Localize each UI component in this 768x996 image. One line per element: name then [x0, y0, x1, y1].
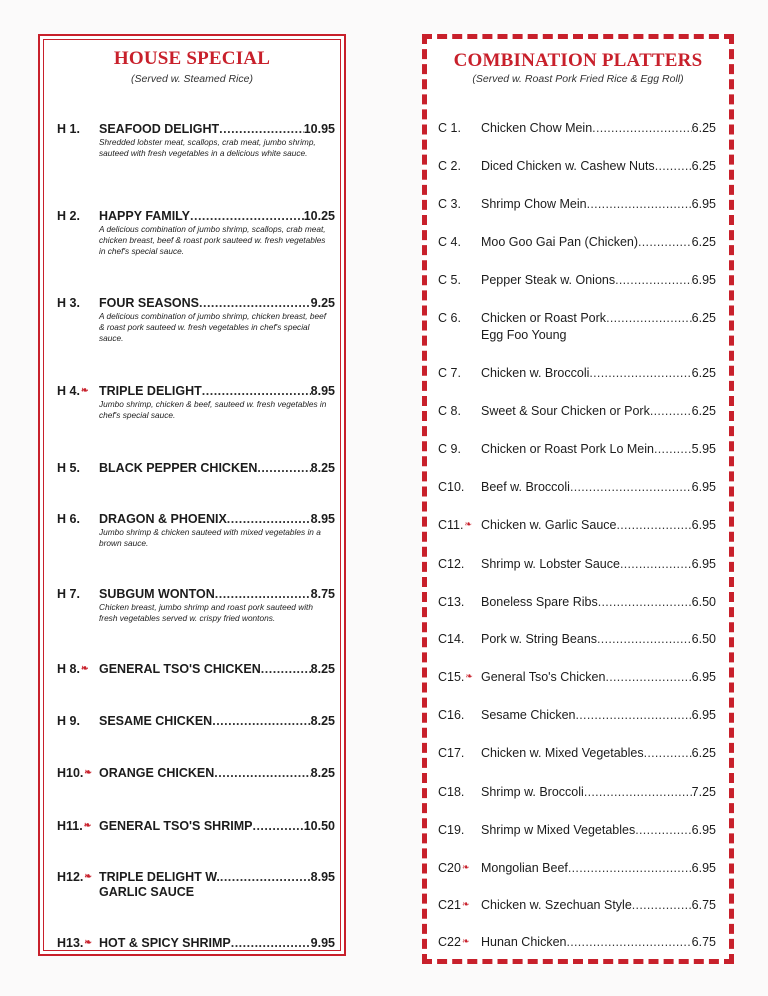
item-line	[481, 442, 716, 456]
item-line	[99, 766, 335, 780]
dot-leader	[215, 587, 311, 601]
item-price: 8.95	[310, 870, 335, 884]
item-name: Chicken or Roast Pork	[481, 311, 607, 325]
item-code: C 7.	[438, 366, 461, 380]
item-line	[481, 935, 716, 949]
dot-leader	[190, 209, 304, 223]
item-line	[481, 746, 716, 760]
item-name: Sesame Chicken	[481, 708, 576, 722]
item-line	[481, 121, 716, 135]
item-line	[481, 404, 716, 418]
item-code: C14.	[438, 632, 465, 646]
item-name: Chicken or Roast Pork Lo Mein	[481, 442, 654, 456]
item-code: C 8.	[438, 404, 461, 418]
dot-leader	[220, 870, 311, 884]
dot-leader	[227, 512, 311, 526]
item-name: SEAFOOD DELIGHT	[99, 122, 220, 136]
item-code: H 1.	[57, 122, 80, 136]
item-line	[481, 557, 716, 571]
item-price: 8.25	[310, 714, 335, 728]
dot-leader	[620, 557, 692, 571]
item-code: C19.	[438, 823, 465, 837]
item-code: C11.❧	[438, 518, 473, 532]
pepper-icon: ❧	[80, 385, 89, 395]
item-name: Shrimp w. Broccoli	[481, 785, 584, 799]
dot-leader	[589, 366, 691, 380]
item-line	[481, 632, 716, 646]
item-line	[481, 197, 716, 211]
item-price: 6.25	[691, 404, 716, 418]
dot-leader	[616, 518, 691, 532]
item-line	[99, 587, 335, 601]
item-price: 6.25	[691, 366, 716, 380]
item-description: A delicious combination of jumbo shrimp, scallops, crab meat, chicken breast, beef & roast pork sauteed w. fresh vegetables in chef's special sauce.	[99, 224, 326, 257]
item-price: 6.95	[691, 557, 716, 571]
pepper-icon: ❧	[83, 820, 92, 830]
item-price: 10.50	[303, 819, 335, 833]
item-name: FOUR SEASONS	[99, 296, 200, 310]
item-code: C 2.	[438, 159, 461, 173]
item-price: 6.95	[691, 197, 716, 211]
pepper-icon: ❧	[461, 936, 470, 946]
dot-leader	[252, 819, 303, 833]
item-line	[99, 714, 335, 728]
item-name-continued: Egg Foo Young	[481, 328, 567, 342]
item-line	[481, 898, 716, 912]
item-line	[481, 823, 716, 837]
item-description: A delicious combination of jumbo shrimp, chicken breast, beef & roast pork sauteed w. fresh vegetables in chef's special sauce.	[99, 311, 327, 344]
item-code: H 2.	[57, 209, 80, 223]
item-name: Moo Goo Gai Pan (Chicken)	[481, 235, 639, 249]
dot-leader	[598, 595, 692, 609]
item-name: Sweet & Sour Chicken or Pork	[481, 404, 650, 418]
item-code: C12.	[438, 557, 465, 571]
item-line	[99, 461, 335, 475]
item-code: H13.❧	[57, 936, 92, 950]
item-name: BLACK PEPPER CHICKEN	[99, 461, 258, 475]
dot-leader	[566, 935, 691, 949]
item-code: H 8.❧	[57, 662, 89, 676]
dot-leader	[261, 662, 311, 676]
item-name: TRIPLE DELIGHT	[99, 384, 202, 398]
item-price: 6.75	[691, 898, 716, 912]
dot-leader	[219, 122, 304, 136]
item-price: 9.25	[310, 296, 335, 310]
item-code: C 4.	[438, 235, 461, 249]
item-line	[99, 819, 335, 833]
item-line	[481, 366, 716, 380]
item-name: Hunan Chicken	[481, 935, 567, 949]
item-line	[481, 595, 716, 609]
dot-leader	[214, 766, 310, 780]
item-code: C17.	[438, 746, 465, 760]
item-price: 6.95	[691, 823, 716, 837]
dot-leader	[587, 197, 692, 211]
item-name: Chicken w. Garlic Sauce	[481, 518, 617, 532]
item-code: C16.	[438, 708, 465, 722]
item-price: 6.95	[691, 670, 716, 684]
item-price: 10.25	[303, 209, 335, 223]
item-code: C 6.	[438, 311, 461, 325]
pepper-icon: ❧	[465, 671, 473, 681]
item-name: Chicken Chow Mein	[481, 121, 593, 135]
item-line	[481, 480, 716, 494]
item-price: 9.95	[310, 936, 335, 950]
pepper-icon: ❧	[461, 899, 470, 909]
item-name: Diced Chicken w. Cashew Nuts	[481, 159, 655, 173]
item-description: Jumbo shrimp & chicken sauteed with mixed vegetables in a brown sauce.	[99, 527, 321, 549]
item-line	[481, 235, 716, 249]
pepper-icon: ❧	[461, 862, 470, 872]
item-description: Chicken breast, jumbo shrimp and roast pork sauteed with fresh vegetables served w. crispy fried wontons.	[99, 602, 313, 624]
item-code: C 3.	[438, 197, 461, 211]
item-name: HAPPY FAMILY	[99, 209, 190, 223]
dot-leader	[655, 159, 692, 173]
item-code: H 5.	[57, 461, 80, 475]
item-line	[481, 861, 716, 875]
item-line	[99, 209, 335, 223]
item-price: 8.25	[310, 662, 335, 676]
item-line	[481, 159, 716, 173]
item-description: Jumbo shrimp, chicken & beef, sauteed w. fresh vegetables in chef's special sauce.	[99, 399, 327, 421]
item-code: C 5.	[438, 273, 461, 287]
dot-leader	[635, 823, 691, 837]
item-code: H 6.	[57, 512, 80, 526]
item-code: C20❧	[438, 861, 470, 875]
item-price: 6.50	[691, 595, 716, 609]
dot-leader	[638, 235, 692, 249]
item-line	[481, 708, 716, 722]
combination-platters-title: COMBINATION PLATTERS	[453, 50, 703, 71]
item-line	[99, 384, 335, 398]
item-line	[481, 670, 716, 684]
item-name-continued: GARLIC SAUCE	[99, 885, 195, 899]
item-name: GENERAL TSO'S CHICKEN	[99, 662, 261, 676]
item-code: C 1.	[438, 121, 461, 135]
item-code: H12.❧	[57, 870, 92, 884]
dot-leader	[597, 632, 692, 646]
item-name: ORANGE CHICKEN	[99, 766, 215, 780]
item-name: SUBGUM WONTON	[99, 587, 215, 601]
dot-leader	[650, 404, 692, 418]
item-code: C10.	[438, 480, 465, 494]
item-name: Chicken w. Mixed Vegetables	[481, 746, 644, 760]
dot-leader	[654, 442, 692, 456]
item-line	[481, 273, 716, 287]
item-price: 8.25	[310, 766, 335, 780]
item-code: C21❧	[438, 898, 470, 912]
item-line	[99, 512, 335, 526]
item-line	[99, 296, 335, 310]
dot-leader	[212, 714, 310, 728]
item-name: Pepper Steak w. Onions	[481, 273, 616, 287]
dot-leader	[257, 461, 310, 475]
item-line	[99, 122, 335, 136]
item-price: 8.95	[310, 512, 335, 526]
dot-leader	[606, 311, 692, 325]
item-price: 6.95	[691, 518, 716, 532]
item-price: 6.25	[691, 159, 716, 173]
item-name: TRIPLE DELIGHT W.	[99, 870, 220, 884]
dot-leader	[231, 936, 311, 950]
item-price: 6.95	[691, 861, 716, 875]
item-name: Shrimp w. Lobster Sauce	[481, 557, 620, 571]
dot-leader	[632, 898, 692, 912]
item-price: 6.95	[691, 273, 716, 287]
item-name: SESAME CHICKEN	[99, 714, 213, 728]
house-special-title: HOUSE SPECIAL	[113, 48, 271, 69]
item-line	[481, 785, 716, 799]
item-name: Chicken w. Szechuan Style	[481, 898, 632, 912]
item-price: 8.75	[310, 587, 335, 601]
item-name: Pork w. String Beans	[481, 632, 598, 646]
item-code: H 7.	[57, 587, 80, 601]
item-name: Boneless Spare Ribs	[481, 595, 598, 609]
item-price: 6.50	[691, 632, 716, 646]
item-line	[481, 518, 716, 532]
item-code: C13.	[438, 595, 465, 609]
item-price: 5.95	[691, 442, 716, 456]
dot-leader	[584, 785, 692, 799]
item-name: Chicken w. Broccoli	[481, 366, 590, 380]
item-name: HOT & SPICY SHRIMP	[99, 936, 231, 950]
dot-leader	[576, 708, 692, 722]
item-price: 6.25	[691, 121, 716, 135]
item-name: Shrimp Chow Mein	[481, 197, 587, 211]
pepper-icon: ❧	[464, 519, 473, 529]
item-price: 6.25	[691, 311, 716, 325]
item-name: Mongolian Beef	[481, 861, 568, 875]
item-code: H11.❧	[57, 819, 92, 833]
item-name: Beef w. Broccoli	[481, 480, 570, 494]
item-code: H10.❧	[57, 766, 92, 780]
dot-leader	[644, 746, 692, 760]
dot-leader	[570, 480, 692, 494]
pepper-icon: ❧	[84, 871, 92, 881]
dot-leader	[605, 670, 691, 684]
item-code: C18.	[438, 785, 465, 799]
item-name: General Tso's Chicken	[481, 670, 606, 684]
pepper-icon: ❧	[80, 663, 89, 673]
dot-leader	[202, 384, 311, 398]
item-price: 6.25	[691, 746, 716, 760]
item-price: 10.95	[303, 122, 335, 136]
dot-leader	[568, 861, 692, 875]
item-line	[99, 870, 335, 884]
item-description: Shredded lobster meat, scallops, crab meat, jumbo shrimp, sauteed with fresh vegetables in a delicious white sauce.	[99, 137, 316, 159]
item-code: C22❧	[438, 935, 470, 949]
item-name: GENERAL TSO'S SHRIMP	[99, 819, 253, 833]
pepper-icon: ❧	[84, 937, 92, 947]
house-special-subtitle: (Served w. Steamed Rice)	[131, 73, 253, 85]
pepper-icon: ❧	[84, 767, 92, 777]
item-price: 6.75	[691, 935, 716, 949]
combination-platters-subtitle: (Served w. Roast Pork Fried Rice & Egg Roll)	[472, 73, 684, 85]
item-code: C15.❧	[438, 670, 473, 684]
item-price: 7.25	[691, 785, 716, 799]
dot-leader	[592, 121, 691, 135]
house-special-panel	[38, 34, 346, 956]
item-line	[99, 662, 335, 676]
item-name: Shrimp w Mixed Vegetables	[481, 823, 636, 837]
dot-leader	[199, 296, 311, 310]
item-code: H 3.	[57, 296, 80, 310]
item-price: 6.25	[691, 235, 716, 249]
item-line	[99, 936, 335, 950]
item-price: 6.95	[691, 708, 716, 722]
item-code: H 9.	[57, 714, 80, 728]
item-code: H 4.❧	[57, 384, 89, 398]
item-name: DRAGON & PHOENIX	[99, 512, 227, 526]
item-line	[481, 311, 716, 325]
item-price: 6.95	[691, 480, 716, 494]
dot-leader	[615, 273, 692, 287]
item-price: 8.25	[310, 461, 335, 475]
item-code: C 9.	[438, 442, 461, 456]
item-price: 8.95	[310, 384, 335, 398]
